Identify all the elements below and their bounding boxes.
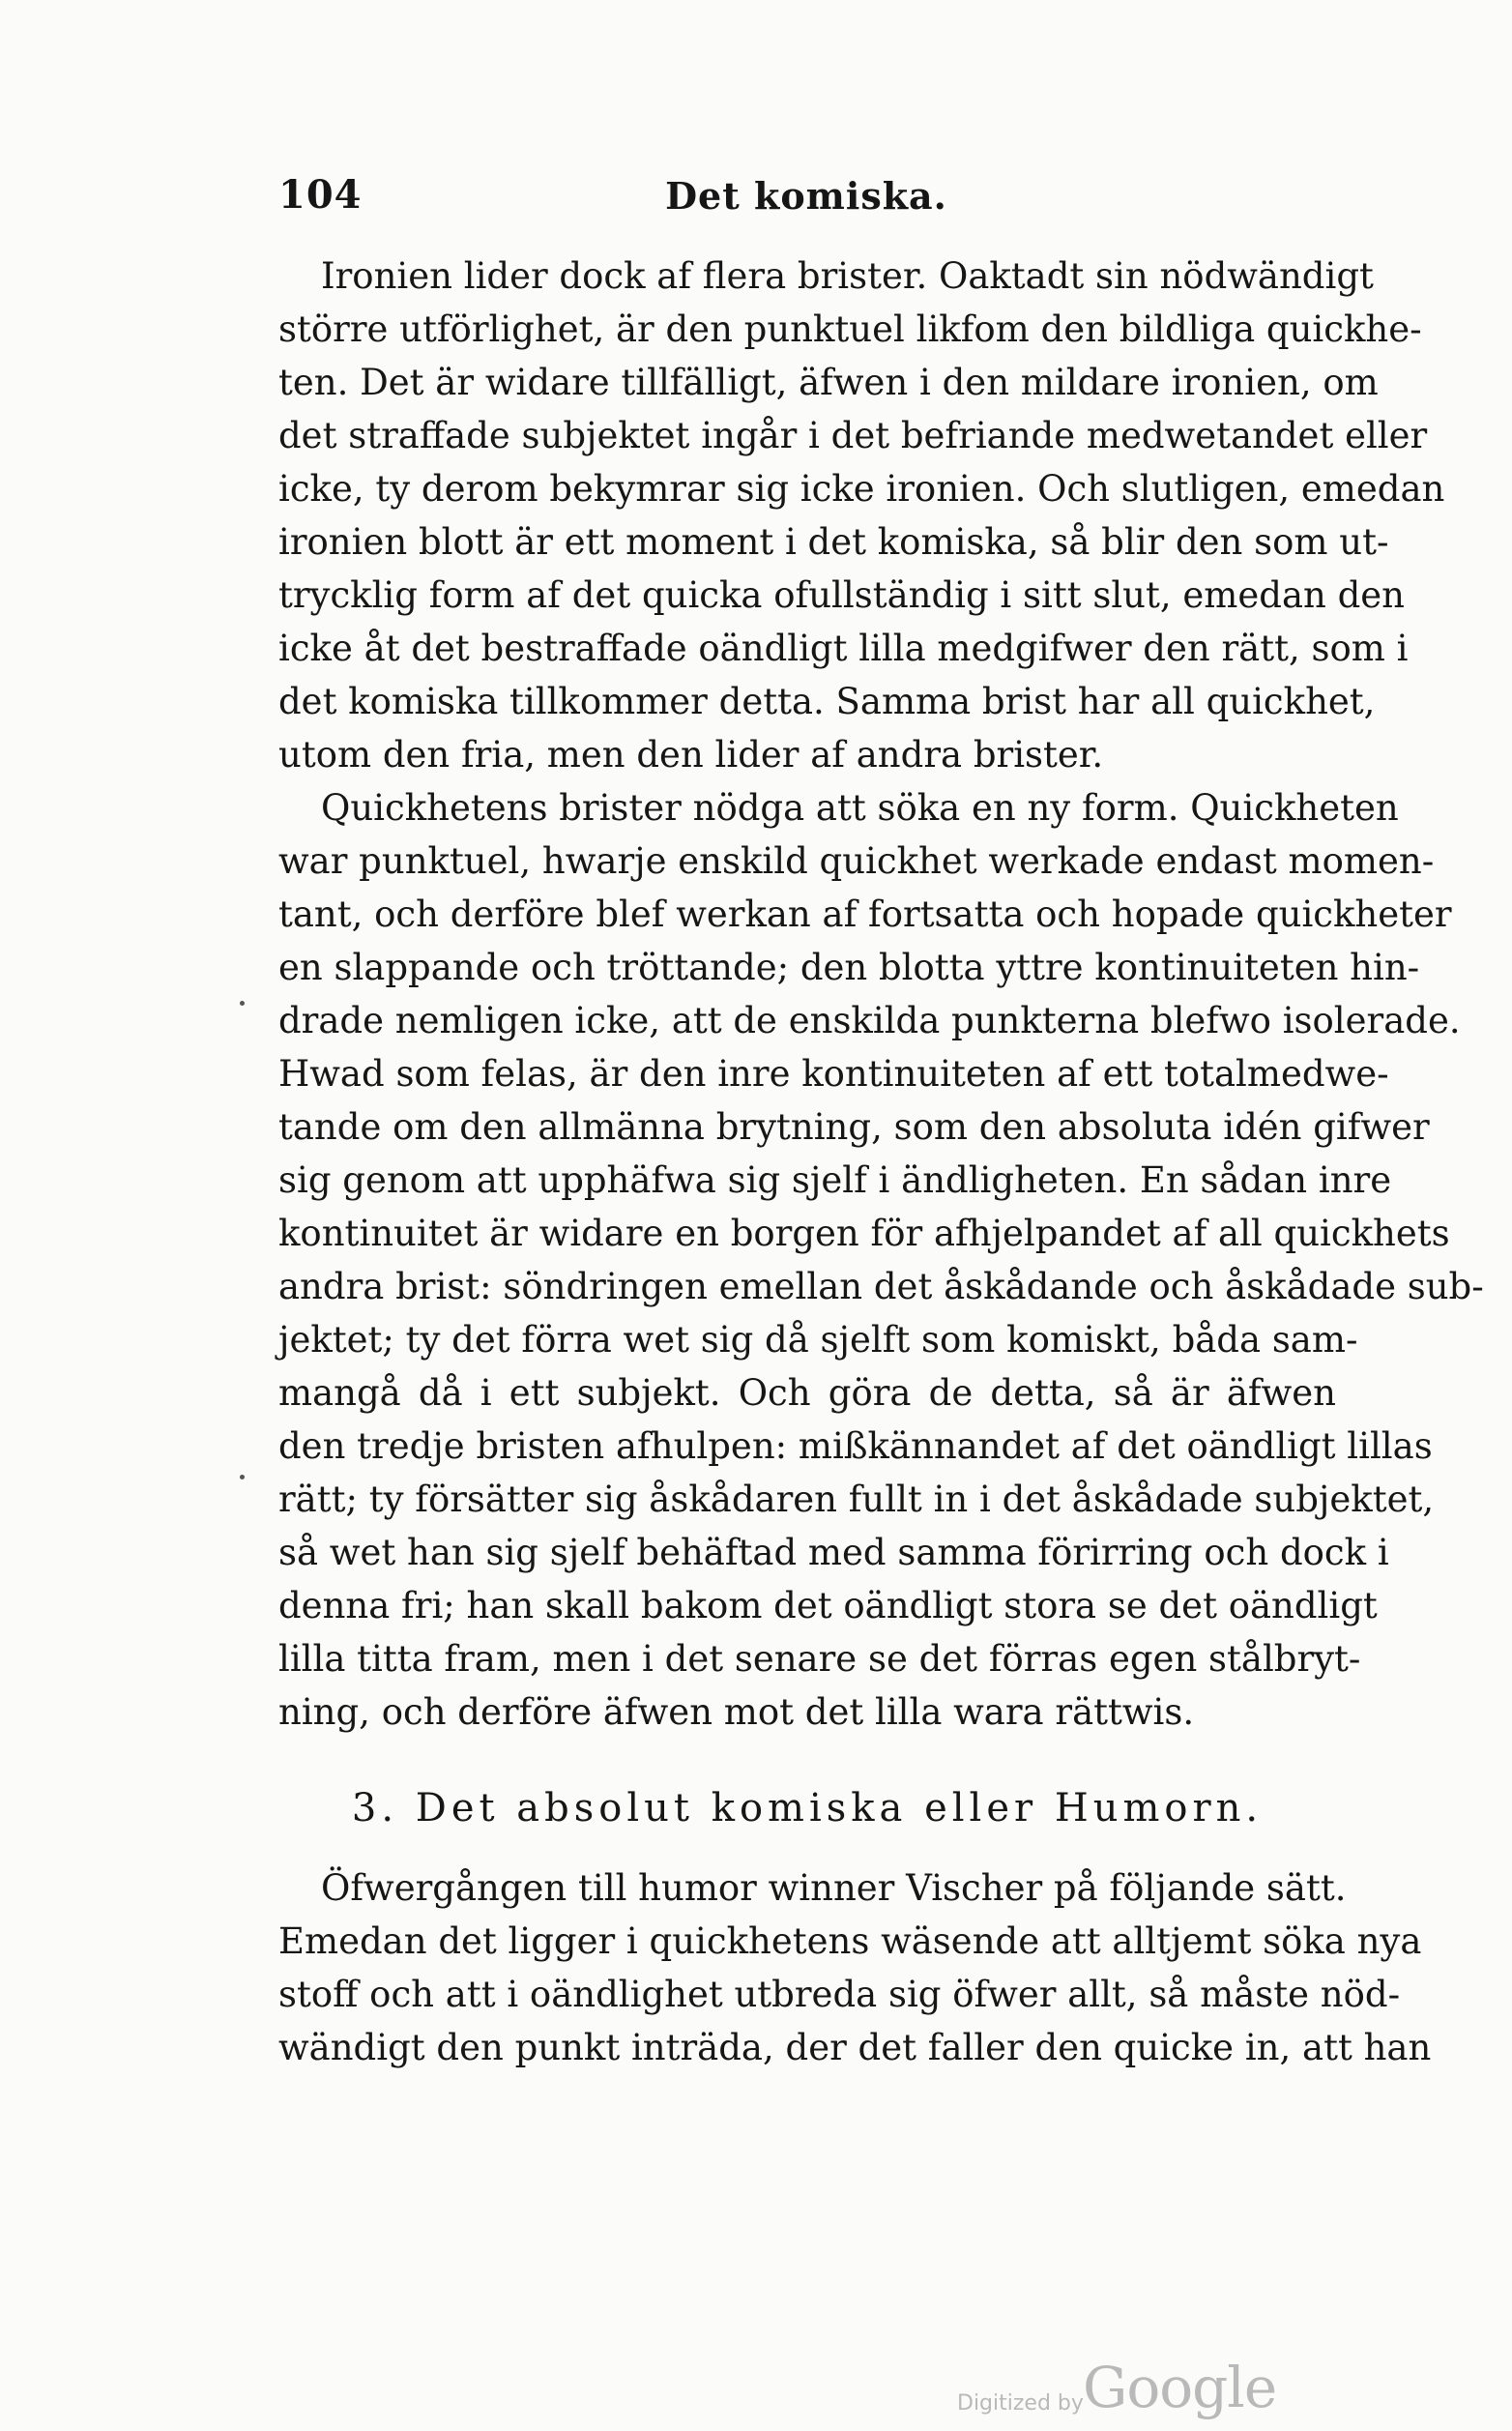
text-line: war punktuel, hwarje enskild quickhet werkade endast momen- bbox=[278, 840, 1435, 882]
paragraph-2 bbox=[278, 781, 1484, 1739]
text-line: icke åt det bestraffade oändligt lilla medgifwer den rätt, som i bbox=[278, 628, 1409, 669]
text-line: kontinuitet är widare en borgen för afhjelpandet af all quickhets bbox=[278, 1213, 1450, 1254]
text-line: större utförlighet, är den punktuel likfom den bildliga quickhe- bbox=[278, 308, 1422, 350]
text-line: tant, och derföre blef werkan af fortsatta och hopade quickheter bbox=[278, 893, 1452, 935]
text-line: drade nemligen icke, att de enskilda punkterna blefwo isolerade. bbox=[278, 1000, 1461, 1041]
text-line: stoff och att i oändlighet utbreda sig öfwer allt, så måste nöd- bbox=[278, 1974, 1401, 2015]
digitization-watermark bbox=[957, 2355, 1286, 2422]
section-heading: 3. Det absolut komiska eller Humorn. bbox=[351, 1786, 1264, 1831]
main-text bbox=[278, 249, 1484, 1739]
text-line: mangå då i ett subjekt. Och göra de detta, så är äfwen bbox=[278, 1372, 1336, 1414]
text-line: jektet; ty det förra wet sig då sjelft som komiskt, båda sam- bbox=[278, 1319, 1358, 1361]
text-line: tande om den allmänna brytning, som den absoluta idén gifwer bbox=[278, 1106, 1430, 1148]
text-line: en slappande och tröttande; den blotta yttre kontinuiteten hin- bbox=[278, 947, 1420, 988]
text-line: det komiska tillkommer detta. Samma brist har all quickhet, bbox=[278, 681, 1376, 722]
text-line: denna fri; han skall bakom det oändligt stora se det oändligt bbox=[278, 1585, 1378, 1626]
text-line: Emedan det ligger i quickhetens wäsende att alltjemt söka nya bbox=[278, 1920, 1422, 1962]
text-line: icke, ty derom bekymrar sig icke ironien. Och slutligen, emedan bbox=[278, 468, 1445, 510]
text-line: Ironien lider dock af flera brister. Oaktadt sin nödwändigt bbox=[321, 255, 1374, 297]
section-text bbox=[278, 1861, 1432, 2074]
text-line: Quickhetens brister nödga att söka en ny form. Quickheten bbox=[321, 787, 1399, 829]
watermark-caption: Digitized by bbox=[957, 2391, 1084, 2416]
text-line: lilla titta fram, men i det senare se det förras egen stålbryt- bbox=[278, 1638, 1361, 1680]
margin-dot bbox=[240, 1475, 245, 1479]
text-line: ironien blott är ett moment i det komiska, så blir den som ut- bbox=[278, 521, 1389, 563]
watermark-logo: Google bbox=[1083, 2355, 1277, 2420]
running-head: Det komiska. bbox=[665, 174, 947, 218]
text-line: andra brist: söndringen emellan det åskådande och åskådade sub- bbox=[278, 1266, 1484, 1307]
text-line: så wet han sig sjelf behäftad med samma förirring och dock i bbox=[278, 1532, 1389, 1573]
text-line: det straffade subjektet ingår i det befriande medwetandet eller bbox=[278, 415, 1428, 456]
text-line: ten. Det är widare tillfälligt, äfwen i den mildare ironien, om bbox=[278, 362, 1379, 403]
paragraph-1 bbox=[278, 249, 1445, 781]
text-line: utom den fria, men den lider af andra brister. bbox=[278, 734, 1104, 776]
text-line: ning, och derföre äfwen mot det lilla wara rättwis. bbox=[278, 1691, 1195, 1733]
page-header bbox=[278, 172, 1334, 230]
text-line: rätt; ty försätter sig åskådaren fullt in i det åskådade subjektet, bbox=[278, 1479, 1435, 1520]
text-line: trycklig form af det quicka ofullständig i sitt slut, emedan den bbox=[278, 574, 1406, 616]
text-line: den tredje bristen afhulpen: mißkännandet af det oändligt lillas bbox=[278, 1425, 1433, 1467]
text-line: Öfwergången till humor winner Vischer på följande sätt. bbox=[321, 1867, 1347, 1909]
paragraph-3 bbox=[278, 1861, 1432, 2074]
margin-dot bbox=[240, 1001, 245, 1006]
text-line: sig genom att upphäfwa sig sjelf i ändligheten. En sådan inre bbox=[278, 1159, 1392, 1201]
text-line: wändigt den punkt inträda, der det faller den quicke in, att han bbox=[278, 2027, 1432, 2068]
text-line: Hwad som felas, är den inre kontinuiteten af ett totalmedwe- bbox=[278, 1053, 1389, 1095]
page-number: 104 bbox=[278, 172, 363, 218]
